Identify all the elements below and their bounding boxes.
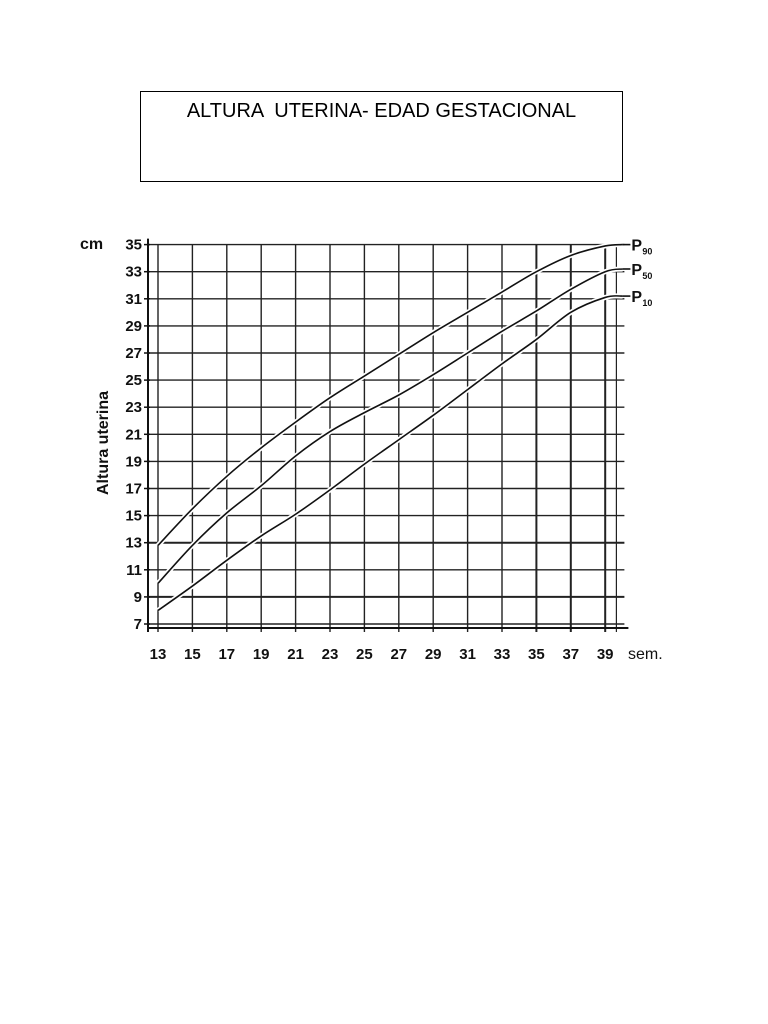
- x-tick-label-23: 23: [321, 646, 339, 663]
- y-tick-label-17: 17: [125, 480, 142, 498]
- series-halo-P90: [158, 245, 622, 546]
- y-tick-label-23: 23: [125, 399, 142, 417]
- series-halo-P10: [158, 296, 622, 611]
- y-tick-label-25: 25: [125, 372, 142, 390]
- y-unit-label: cm: [80, 236, 104, 253]
- x-tick-label-35: 35: [528, 646, 545, 663]
- x-tick-label-29: 29: [424, 646, 442, 663]
- x-tick-label-21: 21: [287, 646, 304, 663]
- series-label-sub-P90: 90: [642, 246, 653, 257]
- series-line-P50: [158, 269, 622, 583]
- series-line-P90: [158, 245, 622, 546]
- y-tick-label-21: 21: [125, 426, 142, 444]
- x-tick-label-27: 27: [390, 646, 408, 663]
- series-label-sub-P10: 10: [642, 298, 653, 309]
- y-tick-label-19: 19: [125, 453, 142, 471]
- x-tick-label-33: 33: [493, 646, 511, 663]
- y-tick-label-7: 7: [133, 616, 142, 633]
- x-tick-label-13: 13: [149, 646, 167, 663]
- series-label-sub-P50: 50: [642, 270, 653, 281]
- series-line-P10: [158, 296, 622, 611]
- series-label-P50: P: [631, 261, 643, 279]
- x-tick-label-39: 39: [596, 646, 614, 663]
- y-tick-label-15: 15: [125, 507, 142, 525]
- y-axis-label: Altura uterina: [95, 390, 112, 496]
- y-tick-label-9: 9: [133, 588, 142, 606]
- series-halo-P50: [158, 269, 622, 583]
- x-tick-label-19: 19: [252, 646, 270, 663]
- x-tick-label-17: 17: [218, 646, 236, 663]
- y-tick-label-35: 35: [125, 236, 142, 254]
- y-tick-label-29: 29: [125, 317, 142, 335]
- x-tick-label-25: 25: [356, 646, 373, 663]
- y-tick-label-27: 27: [125, 345, 142, 362]
- y-tick-label-13: 13: [125, 534, 142, 552]
- page-title: ALTURA UTERINA- EDAD GESTACIONAL: [186, 100, 577, 122]
- x-tick-label-15: 15: [184, 646, 201, 663]
- series-label-P10: P: [631, 289, 643, 307]
- x-tick-label-37: 37: [562, 646, 580, 663]
- y-tick-label-33: 33: [125, 263, 142, 281]
- y-tick-label-31: 31: [125, 290, 142, 308]
- series-label-P90: P: [631, 237, 643, 255]
- x-tick-label-31: 31: [459, 646, 476, 663]
- x-axis-label: sem.: [628, 646, 663, 663]
- y-tick-label-11: 11: [126, 561, 142, 579]
- axis-labels: [80, 236, 663, 663]
